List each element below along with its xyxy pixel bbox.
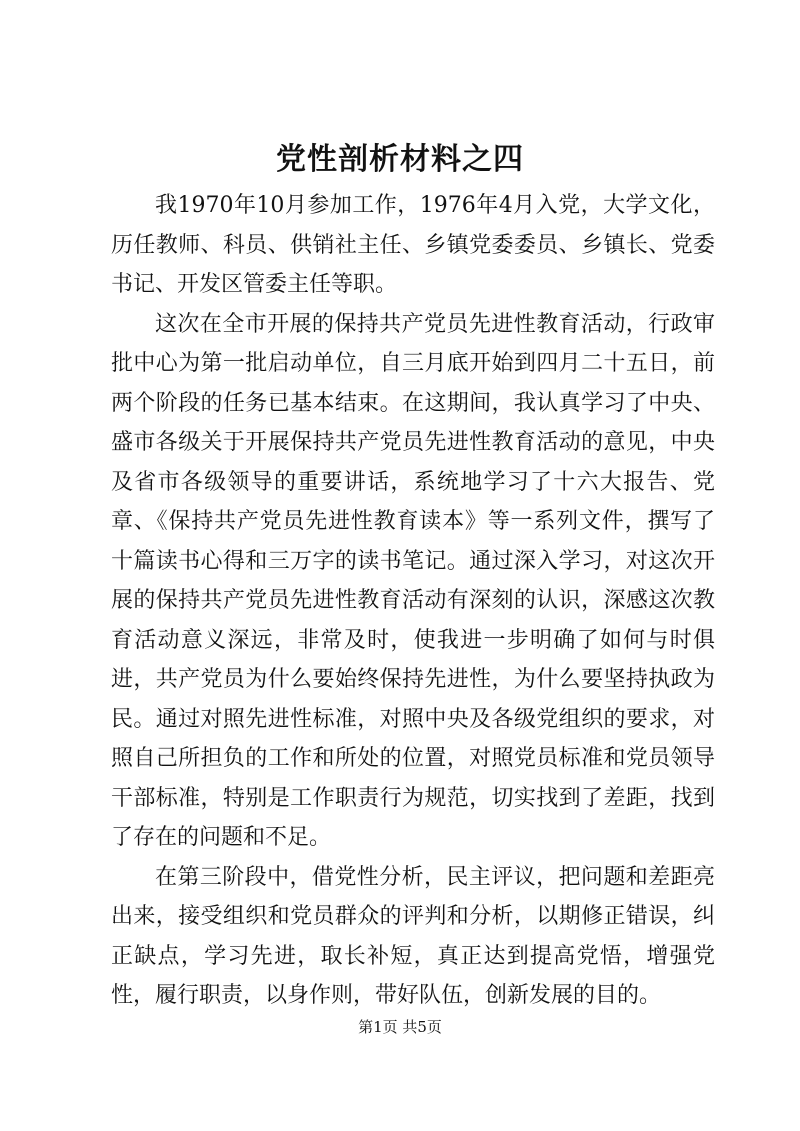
page-footer: 第1页 共5页 <box>358 1018 442 1036</box>
document-title: 党性剖析材料之四 <box>276 142 524 177</box>
document-body <box>111 186 715 1016</box>
paragraph-2: 这次在全市开展的保持共产党员先进性教育活动，行政审批中心为第一批启动单位，自三月底开始到四月二十五日，前两个阶段的任务已基本结束。在这期间，我认真学习了中央、盛市各级关于开展保持共产党员先进性教育活动的意见，中央及省市各级领导的重要讲话，系统地学习了十六大报告、党章、《保持共产党员先进性教育读本》等一系列文件，撰写了十篇读书心得和三万字的读书笔记。通过深入学习，对这次开展的保持共产党员先进性教育活动有深刻的认识，深感这次教育活动意义深远，非常及时，使我进一步明确了如何与时俱进，共产党员为什么要始终保持先进性，为什么要坚持执政为民。通过对照先进性标准，对照中央及各级党组织的要求，对照自己所担负的工作和所处的位置，对照党员标准和党员领导干部标准，特别是工作职责行为规范，切实找到了差距，找到了存在的问题和不足。 <box>111 311 715 850</box>
paragraph-3: 在第三阶段中，借党性分析，民主评议，把问题和差距亮出来，接受组织和党员群众的评判和分析，以期修正错误，纠正缺点，学习先进，取长补短，真正达到提高党悟，增强党性，履行职责，以身作则，带好队伍，创新发展的目的。 <box>111 864 715 1008</box>
paragraph-1: 我1970年10月参加工作，1976年4月入党，大学文化，历任教师、科员、供销社主任、乡镇党委委员、乡镇长、党委书记、开发区管委主任等职。 <box>111 193 715 297</box>
